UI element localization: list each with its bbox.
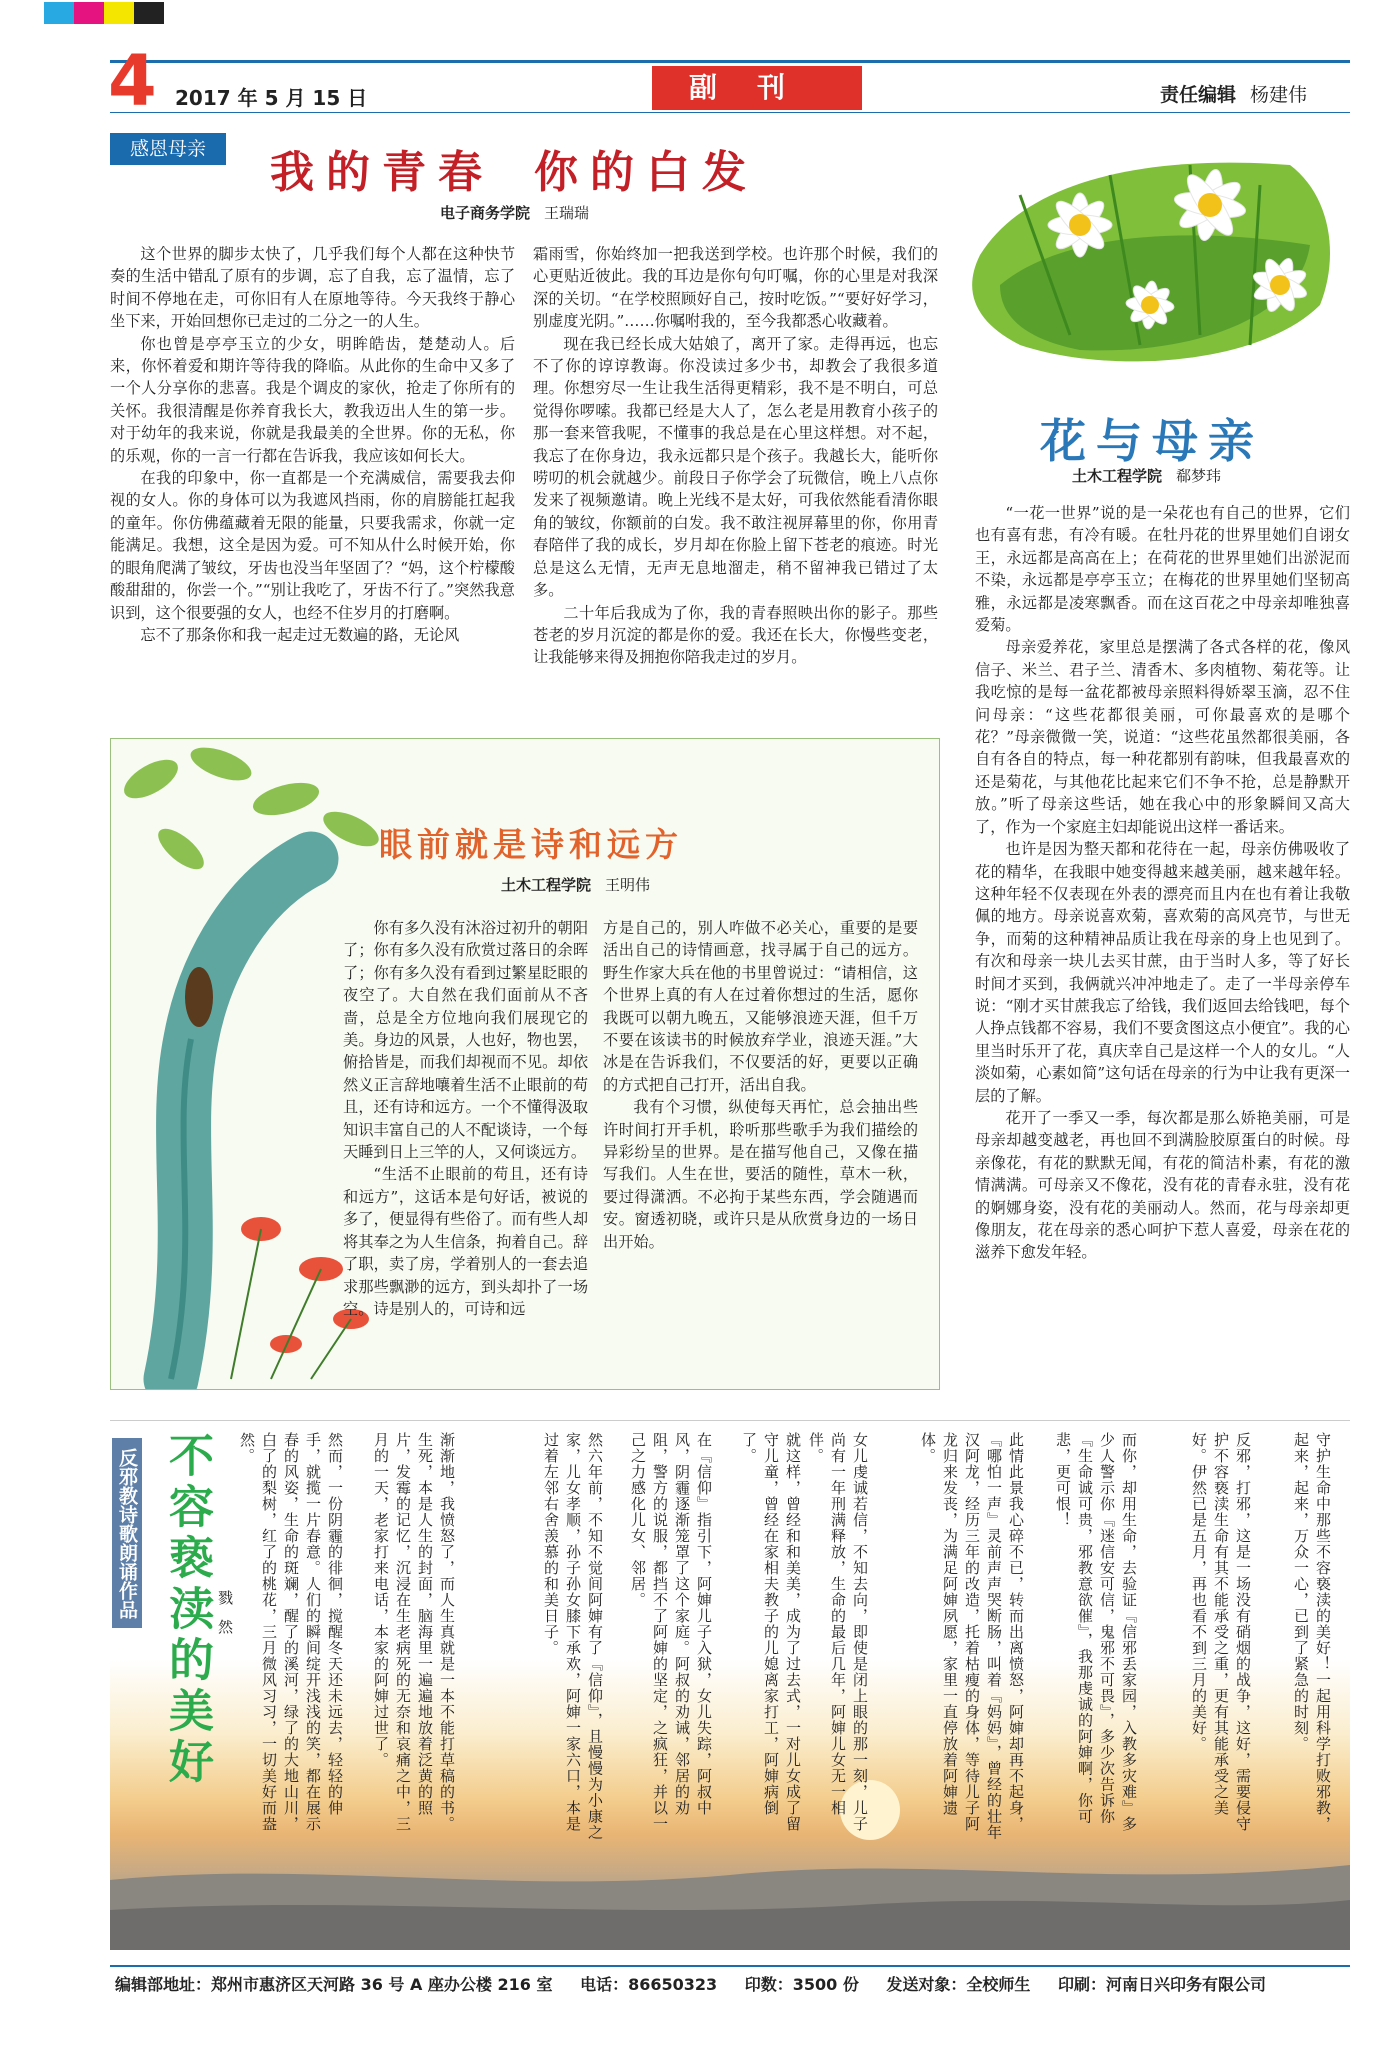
article2-title: 眼前就是诗和远方 bbox=[379, 825, 683, 864]
article1-para: 忘不了那条你和我一起走过无数遍的路，无论风 bbox=[140, 625, 460, 644]
article1-dept: 电子商务学院 bbox=[440, 204, 531, 222]
daisy-icon bbox=[960, 135, 1350, 390]
poem-stanza: 而你，却用生命，去验证『信邪丢家园，入教多灾难』多少人警示你『迷信安可信，鬼邪不可畏』，多少次告诉你『生命诚可贵，邪教意欲催』，我那虔诚的阿婶啊，你可悲，更可恨！ bbox=[1054, 1432, 1138, 1832]
article1-para: 这个世界的脚步太快了，几乎我们每个人都在这种快节奏的生活中错乱了原有的步调，忘了自我，忘了温情，忘了时间不停地在走，可你旧有人在原地等待。今天我终于静心坐下来，开始回想你已走过的二分之一的人生。 bbox=[110, 245, 515, 331]
article3-body bbox=[975, 502, 1350, 1264]
editor-label: 责任编辑 bbox=[1160, 84, 1237, 106]
poem-label: 反邪教诗歌朗诵作品 bbox=[112, 1438, 142, 1628]
poem-stanza: 然而，一份阴霾的徘徊，搅醒冬天还未远去，轻轻的伸手，就揽一片春意。人们的瞬间绽开浅浅的笑，都在展示春的风姿，生命的斑斓，醒了的溪河，绿了的大地山川，白了的梨树，红了的桃花，三月微风习习，一切美好而盎然。 bbox=[238, 1432, 344, 1832]
article1-author: 王瑞瑞 bbox=[544, 204, 590, 222]
footer-audience: 发送对象：全校师生 bbox=[886, 1975, 1031, 1994]
article2-author: 王明伟 bbox=[605, 876, 651, 894]
poem-author: 戮然 bbox=[216, 1590, 234, 1648]
article1-byline bbox=[440, 202, 589, 223]
article1-para: 霜雨雪，你始终加一把我送到学校。也许那个时候，我们的心更贴近彼此。我的耳边是你句句叮嘱，你的心里是对我深深的关切。“在学校照顾好自己，按时吃饭。”“要好好学习，别虚度光阴。”……你嘱咐我的，至今我都悉心收藏着。 bbox=[533, 245, 938, 331]
article1-title-b: 你的白发 bbox=[534, 147, 758, 198]
section-banner: 副刊 bbox=[652, 66, 862, 110]
article3-para: 母亲爱养花，家里总是摆满了各式各样的花，像风信子、米兰、君子兰、清香木、多肉植物、菊花等。让我吃惊的是每一盆花都被母亲照料得娇翠玉滴，忍不住问母亲：“这些花都很美丽，可你最喜欢的是哪个花？”母亲微微一笑，说道：“这些花虽然都很美丽，各自有各自的特点，每一种花都别有韵味，但我最喜欢的还是菊花，与其他花比起来它们不争不抢，总是静默开放。”听了母亲这些话，她在我心中的形象瞬间又高大了，作为一个家庭主妇却能说出这样一番话来。 bbox=[975, 638, 1350, 836]
footer-address: 编辑部地址：郑州市惠济区天河路 36 号 A 座办公楼 216 室 bbox=[115, 1975, 553, 1994]
black-mark bbox=[134, 2, 164, 24]
article1-para: 在我的印象中，你一直都是一个充满威信，需要我去仰视的女人。你的身体可以为我遮风挡雨，你的肩膀能扛起我的童年。你仿佛蕴藏着无限的能量，只要我需求，你就一定能满足。我想，这全是因为爱。可不知从什么时候开始，你的眼角爬满了皱纹，牙齿也没当年坚固了？“妈，这个柠檬酸酸甜甜的，你尝一个。”“别让我吃了，牙齿不行了。”突然我意识到，这个很要强的女人，也经不住岁月的打磨啊。 bbox=[110, 469, 515, 622]
poem-stanza: 反邪，打邪，这是一场没有硝烟的战争，这好，需要侵守护不容亵渎生命有其不能承受之重，更有其能承受之美好。伊然已是五月，再也看不到三月的美好。 bbox=[1190, 1432, 1252, 1832]
article1-para: 你也曾是亭亭玉立的少女，明眸皓齿，楚楚动人。后来，你怀着爱和期许等待我的降临。从此你的生命中又多了一个人分享你的悲喜。我是个调皮的家伙，抢走了你所有的关怀。我很清醒是你养育我长大，教我迈出人生的第一步。对于幼年的我来说，你就是我最美的全世界。你的无私，你的乐观，你的一言一行都在告诉我，我应该如何长大。 bbox=[110, 334, 515, 465]
header-rule-bottom bbox=[110, 112, 1350, 113]
article2-byline bbox=[501, 874, 650, 895]
header-rule bbox=[110, 60, 1350, 63]
footer-phone: 电话：86650323 bbox=[580, 1975, 718, 1994]
article2-para: 方是自己的，别人咋做不必关心，重要的是要活出自己的诗情画意，找寻属于自己的远方。野生作家大兵在他的书里曾说过：“请相信，这个世界上真的有人在过着你想过的生活，愿你我既可以朝九晚五，又能够浪迹天涯，但千万不要在该读书的时候放弃学业，浪迹天涯。”大冰是在告诉我们，不仅要活的好，更要以正确的方式把自己打开，活出自我。 bbox=[603, 919, 918, 1094]
article1-para: 现在我已经长成大姑娘了，离开了家。走得再远，也忘不了你的谆谆教诲。你没读过多少书，却教会了我很多道理。你想穷尽一生让我生活得更精彩，我不是不明白，可总觉得你啰嗦。我都已经是大人了，怎么老是用教育小孩子的那一套来管我呢，不懂事的我总是在心里这样想。对不起，我忘了在你身边，我永远都只是个孩子。我越长大，能听你唠叨的机会就越少。前段日子你学会了玩微信，晚上八点你发来了视频邀请。晚上光线不是太好，可我依然能看清你眼角的皱纹，你额前的白发。我不敢注视屏幕里的你，你用青春陪伴了我的成长，岁月却在你脸上留下苍老的痕迹。时光总是这么无情，无声无息地溜走，稍不留神我已错过了太多。 bbox=[533, 334, 938, 600]
editor-name: 杨建伟 bbox=[1250, 84, 1308, 106]
article1-col1 bbox=[110, 243, 515, 646]
article3-dept: 土木工程学院 bbox=[1072, 467, 1163, 485]
poem-title: 不容亵渎的美好 bbox=[161, 1432, 214, 1789]
article1-title-a: 我的青春 bbox=[270, 147, 494, 198]
editor-credit bbox=[1160, 80, 1307, 107]
article3-para: “一花一世界”说的是一朵花也有自己的世界，它们也有喜有悲，有冷有暖。在牡丹花的世界里她们自诩女王，永远都是高高在上；在荷花的世界里她们出淤泥而不染，永远都是亭亭玉立；在梅花的世界里她们坚韧高雅，永远都是凌寒飘香。而在这百花之中母亲却唯独喜爱菊。 bbox=[975, 504, 1350, 635]
yellow-mark bbox=[104, 2, 134, 24]
poem-stanza: 女儿虔诚若信，不知去向，即使是闭上眼的那一刻，儿子尚有一年刑满释放，生命的最后几年，阿婶儿女无一相伴。 bbox=[807, 1432, 869, 1832]
footer-print-count: 印数：3500 份 bbox=[744, 1975, 859, 1994]
footer-printer: 印刷：河南日兴印务有限公司 bbox=[1058, 1975, 1267, 1994]
footer-rule bbox=[110, 1965, 1350, 1967]
article2-dept: 土木工程学院 bbox=[501, 876, 592, 894]
article3-para: 也许是因为整天都和花待在一起，母亲仿佛吸收了花的精华，在我眼中她变得越来越美丽，越来越年轻。这种年轻不仅表现在外表的漂亮而且内在也有着让我敬佩的地方。母亲说喜欢菊，喜欢菊的高风亮节，与世无争，而菊的这种精神品质让我在母亲的身上也见到了。有次和母亲一块儿去买甘蔗，由于当时人多，等了好长时间才买到，我俩就兴冲冲地走了。走了一半母亲停车说：“刚才买甘蔗我忘了给钱，我们返回去给钱吧，每个人挣点钱都不容易，我们不要贪图这点小便宜”。我的心里当时乐开了花，真庆幸自己是这样一个人的女儿。“人淡如菊，心素如简”这句话在母亲的行为中让我有更深一层的了解。 bbox=[975, 840, 1350, 1105]
article1-col2 bbox=[533, 243, 938, 669]
article3-para: 花开了一季又一季，每次都是那么娇艳美丽，可是母亲却越变越老，再也回不到满脸胶原蛋白的时候。母亲像花，有花的默默无闻，有花的简洁朴素，有花的激情满满。可母亲又不像花，没有花的青春永驻，没有花的婀娜身姿，没有花的美丽动人。然而，花与母亲却更像朋友，花在母亲的悉心呵护下惹人喜爱，母亲在花的滋养下愈发年轻。 bbox=[975, 1108, 1350, 1262]
poem-stanza: 就这样，曾经和和美美，成为了过去式，一对儿女成了留守儿童，曾经在家相夫教子的儿媳离家打工，阿婶病倒了。 bbox=[740, 1432, 802, 1832]
article2-col2 bbox=[603, 917, 918, 1253]
poem-stanza: 在『信仰』指引下，阿婶儿子入狱，女儿失踪，阿叔中风，阴霾逐渐笼罩了这个家庭。阿叔的劝诫，邻居的劝阻，警方的说服，都挡不了阿婶的坚定，之疯狂，并以一己之力感化儿女、邻居。 bbox=[629, 1432, 713, 1832]
color-registration-marks bbox=[44, 2, 164, 24]
cyan-mark bbox=[44, 2, 74, 24]
poem-stanza: 守护生命中那些不容亵渎的美好！一起用科学打败邪教，起来，起来，万众一心，已到了紧急的时刻。 bbox=[1292, 1432, 1332, 1832]
article2-col1 bbox=[343, 917, 588, 1320]
article2-para: 你有多久没有沐浴过初升的朝阳了；你有多久没有欣赏过落日的余晖了；你有多久没有看到过繁星眨眼的夜空了。大自然在我们面前从不吝啬，总是全方位地向我们展现它的美。身边的风景，人也好，物也罢，俯拾皆是，而我们却视而不见。却依然义正言辞地嚷着生活不止眼前的苟且，还有诗和远方。一个不懂得汲取知识丰富自己的人不配谈诗，一个每天睡到日上三竿的人，又何谈远方。 bbox=[343, 919, 588, 1162]
column-tag: 感恩母亲 bbox=[110, 133, 226, 165]
footer-info bbox=[115, 1972, 1288, 1995]
article3-author: 郗梦玮 bbox=[1176, 467, 1222, 485]
magenta-mark bbox=[74, 2, 104, 24]
page-number: 4 bbox=[108, 40, 157, 122]
issue-date: 2017 年 5 月 15 日 bbox=[175, 86, 368, 110]
article2-para: “生活不止眼前的苟且，还有诗和远方”，这话本是句好话，被说的多了，便显得有些俗了。而有些人却将其奉之为人生信条，拘着自己。辞了职，卖了房，学着别人的一套去追求那些飘渺的远方，到头却扑了一场空。诗是别人的，可诗和远 bbox=[343, 1165, 588, 1318]
article3-byline bbox=[1072, 465, 1221, 486]
poem-stanza: 渐渐地，我愤怒了，而人生真就是一本不能打草稿的书。生死，本是人生的封面，脑海里一遍遍地放着泛黄的照片，发霉的记忆，沉浸在生老病死的无奈和哀痛之中，三月的一天，老家打来电话，本家的阿婶过世了。 bbox=[372, 1432, 456, 1832]
poem-stanza: 此情此景我心碎不已，转而出离愤怒，阿婶却再不起身，『哪怕一声』灵前声声哭断肠，叫着『妈妈』，曾经的壮年汉阿龙，经历三年的改造，托着枯瘦的身体，等待儿子阿龙归来发丧，为满足阿婶夙愿，家里一直停放着阿婶遗体。 bbox=[919, 1432, 1025, 1841]
article2-box bbox=[110, 738, 940, 1390]
article1-para: 二十年后我成为了你，我的青春照映出你的影子。那些苍老的岁月沉淀的都是你的爱。我还在长大，你慢些变老，让我能够来得及拥抱你陪我走过的岁月。 bbox=[533, 603, 938, 667]
article2-para: 我有个习惯，纵使每天再忙，总会抽出些许时间打开手机，聆听那些歌手为我们描绘的异彩纷呈的世界。是在描写他自己，又像在描写我们。人生在世，要活的随性，草木一秋，要过得潇洒。不必拘于某些东西，学会随遇而安。窗透初晓，或许只是从欣赏身边的一场日出开始。 bbox=[603, 1098, 918, 1251]
article3-title: 花与母亲 bbox=[1040, 414, 1264, 468]
daisy-illustration bbox=[960, 135, 1350, 390]
article1-title bbox=[270, 136, 758, 200]
poem-stanza: 然六年前，不知不觉间阿婶有了『信仰』，且慢慢为小康之家，儿女孝顺，孙子孙女膝下承欢，阿婶一家六口，本是过着左邻右舍羡慕的和美日子。 bbox=[542, 1432, 604, 1841]
